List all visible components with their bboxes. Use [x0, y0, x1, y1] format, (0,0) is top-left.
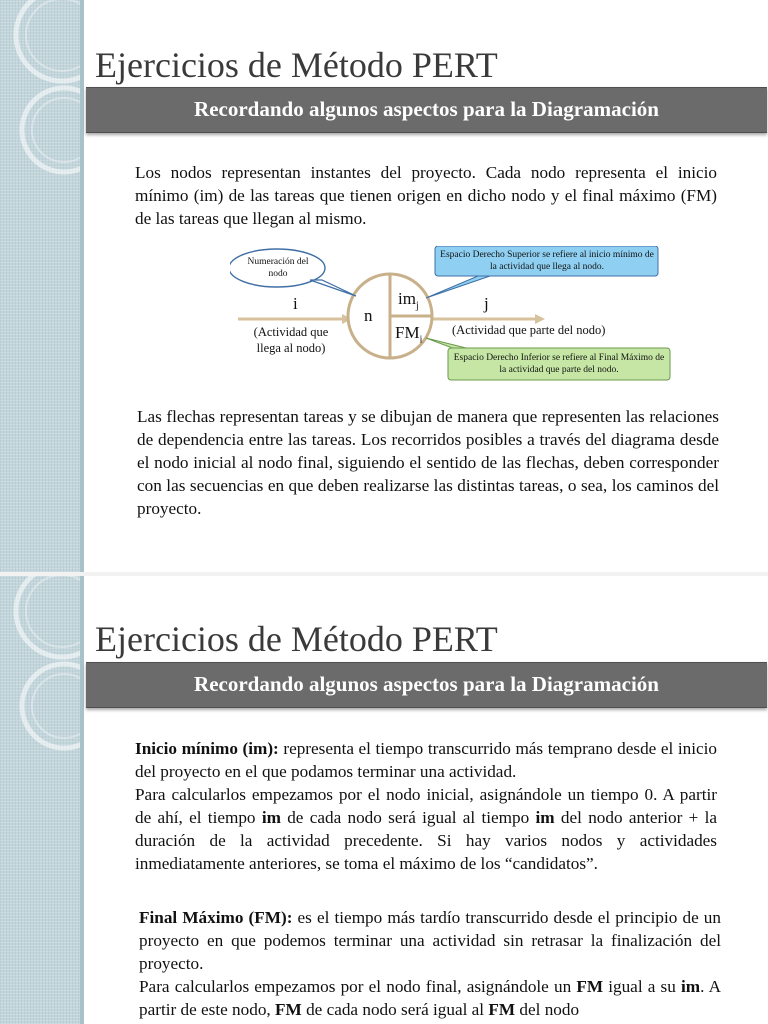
label-im-text: im — [398, 289, 416, 308]
label-i: i — [293, 294, 298, 313]
im-calc-text-1: Para calcularlos empezamos por el nodo inicial, asignándole un tiempo 0. A partir de ahí, el tiempo — [135, 785, 717, 827]
fm-calc-text-3: . A partir de este nodo, — [139, 977, 721, 1019]
sidebar-edge — [80, 0, 84, 572]
fm-calc-bold-4: FM — [488, 1000, 516, 1019]
im-calc-text-3: del nodo anterior + la duración de la actividad precedente. Si hay varios nodos y actividades inmediatamente anteriores, se toma el máximo de los “candidatos”. — [135, 808, 717, 873]
im-calculation — [135, 783, 717, 875]
im-heading: Inicio mínimo (im): — [135, 739, 279, 758]
im-definition — [135, 737, 717, 783]
label-fm-text: FM — [395, 323, 420, 342]
im-calc-bold-1: im — [261, 808, 281, 827]
callout-numeracion-pointer — [310, 280, 356, 296]
label-fm — [395, 323, 422, 345]
label-n: n — [364, 306, 373, 325]
im-paragraph — [135, 737, 717, 875]
im-calc-text-2: de cada nodo será igual al tiempo — [280, 808, 536, 827]
fm-definition-text: es el tiempo más tardío transcurrido desde el principio de un proyecto en que podemos terminar una actividad sin retrasar la finalización del proyecto. — [139, 908, 721, 973]
fm-calc-bold-3: FM — [275, 1000, 302, 1019]
im-definition-text: representa el tiempo transcurrido más temprano desde el inicio del proyecto en el que podamos terminar una actividad. — [135, 739, 717, 781]
label-j: j — [484, 294, 489, 313]
slide-2 — [0, 576, 768, 1024]
fm-heading: Final Máximo (FM): — [139, 908, 293, 927]
decorative-sidebar — [0, 0, 84, 572]
page-title: Ejercicios de Método PERT — [95, 45, 498, 85]
fm-calc-text-1: Para calcularlos empezamos por el nodo final, asignándole un — [139, 977, 577, 996]
section-banner: Recordando algunos aspectos para la Diagramación — [86, 662, 767, 708]
fm-calc-text-4: de cada nodo será igual al — [301, 1000, 489, 1019]
fm-calculation — [139, 975, 721, 1021]
intro-paragraph — [135, 161, 717, 230]
intro-text: Los nodos representan instantes del proyecto. Cada nodo representa el inicio mínimo (im) de las tareas que tienen origen en dicho nodo y el final máximo (FM) de las tareas que llegan al mismo. — [135, 163, 717, 228]
section-banner: Recordando algunos aspectos para la Diagramación — [86, 87, 767, 133]
sidebar-edge — [80, 576, 84, 1024]
callout-numeracion-text: Numeración del nodo — [247, 257, 309, 279]
callout-inferior-text: Espacio Derecho Inferior se refiere al Final Máximo de la actividad que parte del nodo. — [453, 353, 665, 375]
label-fm-subscript: i — [419, 334, 423, 346]
body-paragraph — [137, 405, 719, 520]
callout-superior-pointer — [426, 276, 490, 298]
label-im-subscript: j — [415, 300, 419, 312]
fm-calc-text-5: del nodo — [515, 1000, 580, 1019]
sidebar-rings-decoration — [0, 576, 84, 1024]
page-title: Ejercicios de Método PERT — [95, 619, 498, 659]
label-actividad-parte: (Actividad que parte del nodo) — [452, 323, 606, 337]
pert-node-diagram — [230, 246, 680, 396]
fm-definition — [139, 906, 721, 975]
decorative-sidebar — [0, 576, 84, 1024]
callout-inferior-pointer — [426, 338, 470, 349]
label-actividad-llega: (Actividad que llega al nodo) — [253, 325, 329, 355]
sidebar-rings-decoration — [0, 0, 84, 572]
label-im — [398, 289, 419, 311]
fm-calc-bold-1: FM — [576, 977, 604, 996]
fm-calc-bold-2: im — [680, 977, 701, 996]
callout-superior-text: Espacio Derecho Superior se refiere al inicio mínimo de la actividad que llega al nodo. — [440, 250, 654, 272]
fm-calc-text-2: igual a su — [603, 977, 681, 996]
body-text: Las flechas representan tareas y se dibujan de manera que representen las relaciones de dependencia entre las tareas. Los recorridos posibles a través del diagrama desde el nodo inicial al nodo final, siguiendo el sentido de las flechas, deben corresponder con las secuencias en que deben realizarse las distintas tareas, o sea, los caminos del proyecto. — [137, 407, 719, 518]
im-calc-bold-2: im — [535, 808, 555, 827]
fm-paragraph — [139, 906, 721, 1021]
